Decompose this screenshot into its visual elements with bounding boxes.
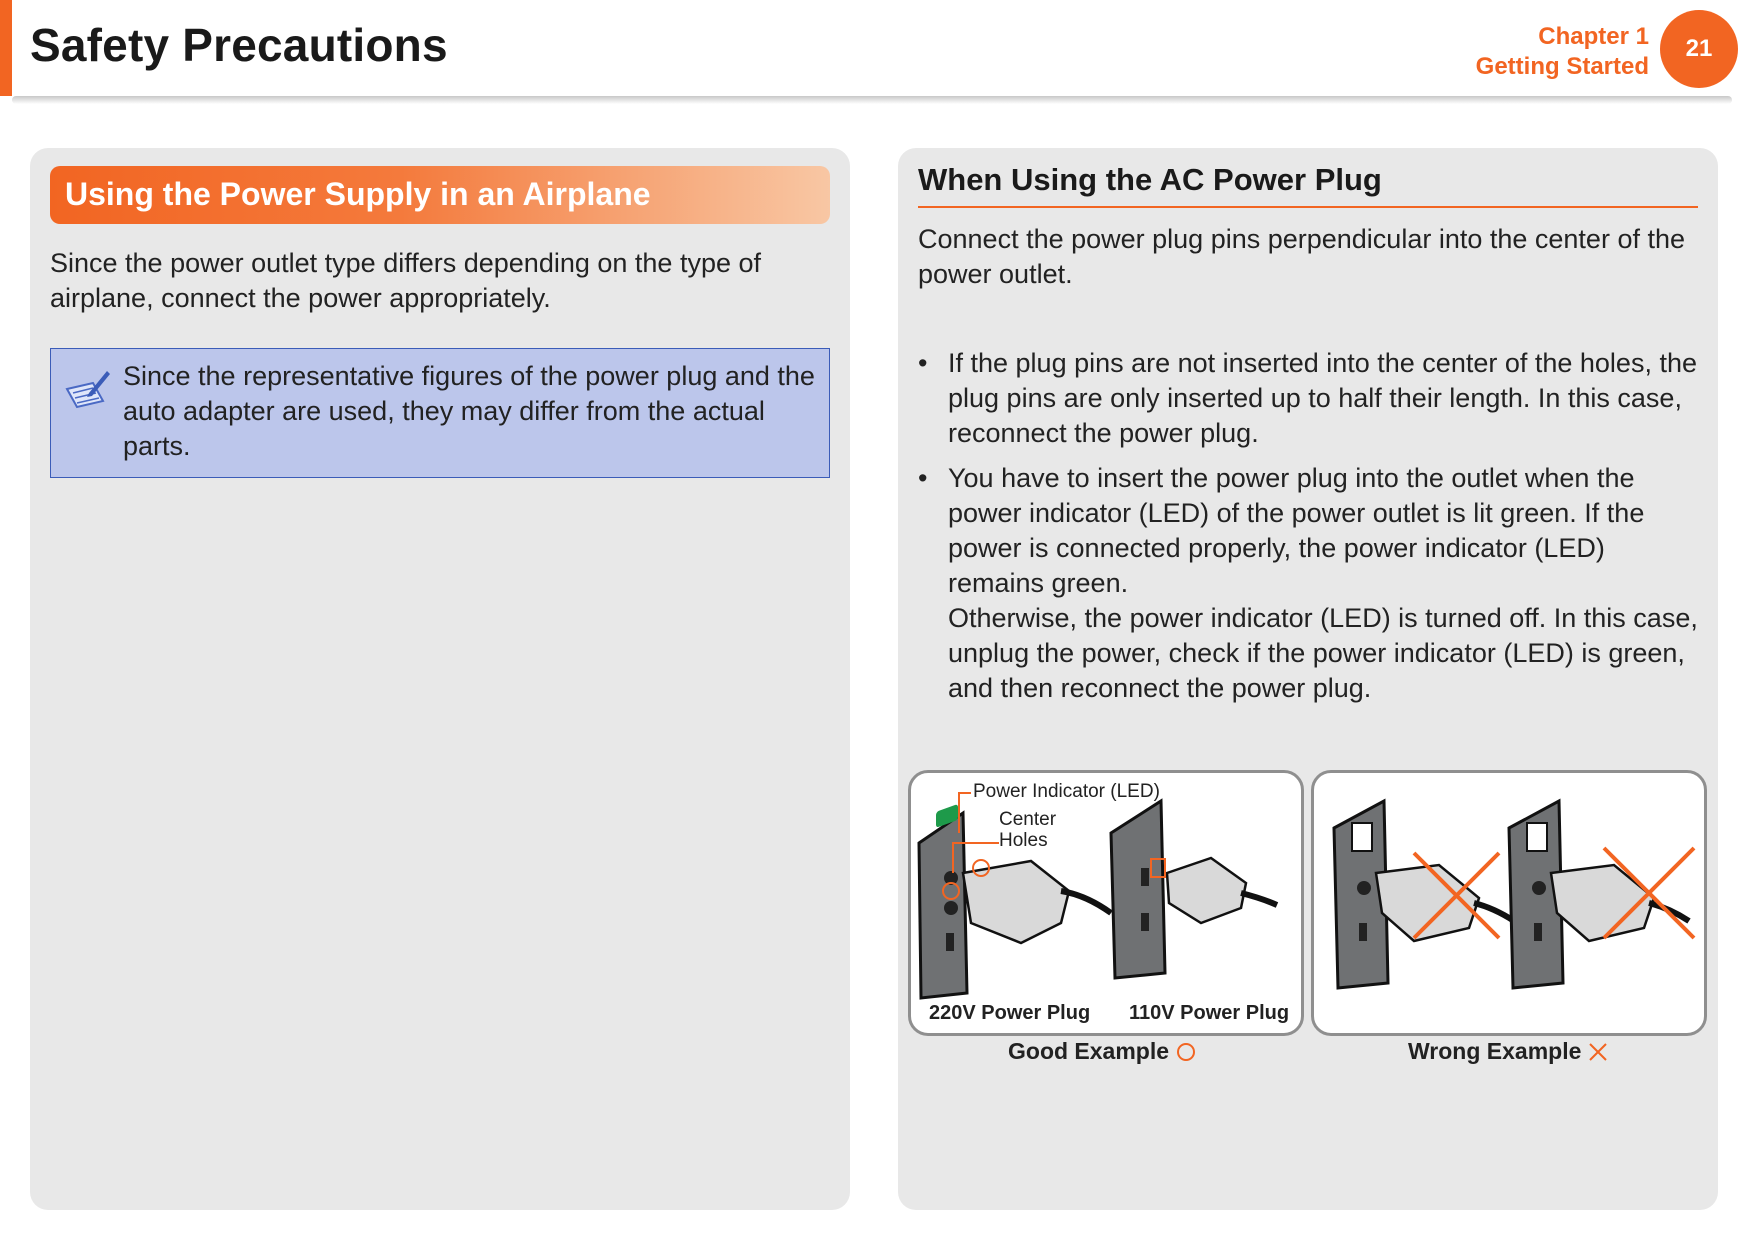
wrong-plugs-illustration <box>1314 773 1704 1033</box>
list-item <box>918 461 1704 706</box>
chapter-number: Chapter 1 <box>1538 23 1649 50</box>
bullet-text-continued: Otherwise, the power indicator (LED) is turned off. In this case, unplug the power, check if the power indicator (LED) is green, and then reconnect the power plug. <box>948 603 1698 703</box>
good-plugs-illustration <box>911 773 1301 1033</box>
wrong-example-caption <box>1408 1038 1609 1065</box>
bullet-text: If the plug pins are not inserted into the center of the holes, the plug pins are only inserted up to half their length. In this case, reconnect the power plug. <box>948 348 1697 448</box>
wrong-example-figure <box>1311 770 1707 1036</box>
section-title-bar <box>50 166 830 224</box>
note-pencil-icon <box>63 367 111 413</box>
right-panel <box>898 148 1718 1210</box>
holes-label: Holes <box>999 830 1048 851</box>
bullet-list <box>918 346 1704 716</box>
caption-220v: 220V Power Plug <box>929 1002 1091 1024</box>
chapter-label <box>1476 22 1649 82</box>
bullet-text: You have to insert the power plug into the outlet when the power indicator (LED) of the power outlet is lit green. If the power is connected properly, the power indicator (LED) remains green. <box>948 463 1645 598</box>
cross-icon <box>1587 1041 1609 1063</box>
wrong-example-label: Wrong Example <box>1408 1038 1582 1064</box>
led-label: Power Indicator (LED) <box>973 781 1160 802</box>
page-title: Safety Precautions <box>30 19 448 71</box>
note-text: Since the representative figures of the power plug and the auto adapter are used, they may differ from the actual parts. <box>123 361 815 461</box>
heading-divider <box>918 206 1698 208</box>
good-example-caption <box>1008 1038 1197 1065</box>
ac-plug-intro: Connect the power plug pins perpendicular into the center of the power outlet. <box>918 224 1685 289</box>
list-item <box>918 346 1704 451</box>
good-example-figure <box>908 770 1304 1036</box>
bullet-dot: • <box>918 463 928 493</box>
good-example-label: Good Example <box>1008 1038 1170 1064</box>
circle-icon <box>1175 1041 1197 1063</box>
header-divider <box>12 96 1732 104</box>
airplane-body-text: Since the power outlet type differs depending on the type of airplane, connect the power appropriately. <box>50 248 761 313</box>
header-accent-bar <box>0 0 12 96</box>
left-panel <box>30 148 850 1210</box>
chapter-title: Getting Started <box>1475 53 1649 80</box>
page-number-badge: 21 <box>1660 10 1738 88</box>
note-box <box>50 348 830 478</box>
section-title: Using the Power Supply in an Airplane <box>65 176 651 212</box>
ac-plug-heading: When Using the AC Power Plug <box>918 162 1382 197</box>
bullet-dot: • <box>918 348 928 378</box>
caption-110v: 110V Power Plug <box>1129 1002 1290 1024</box>
center-label: Center <box>999 809 1057 830</box>
